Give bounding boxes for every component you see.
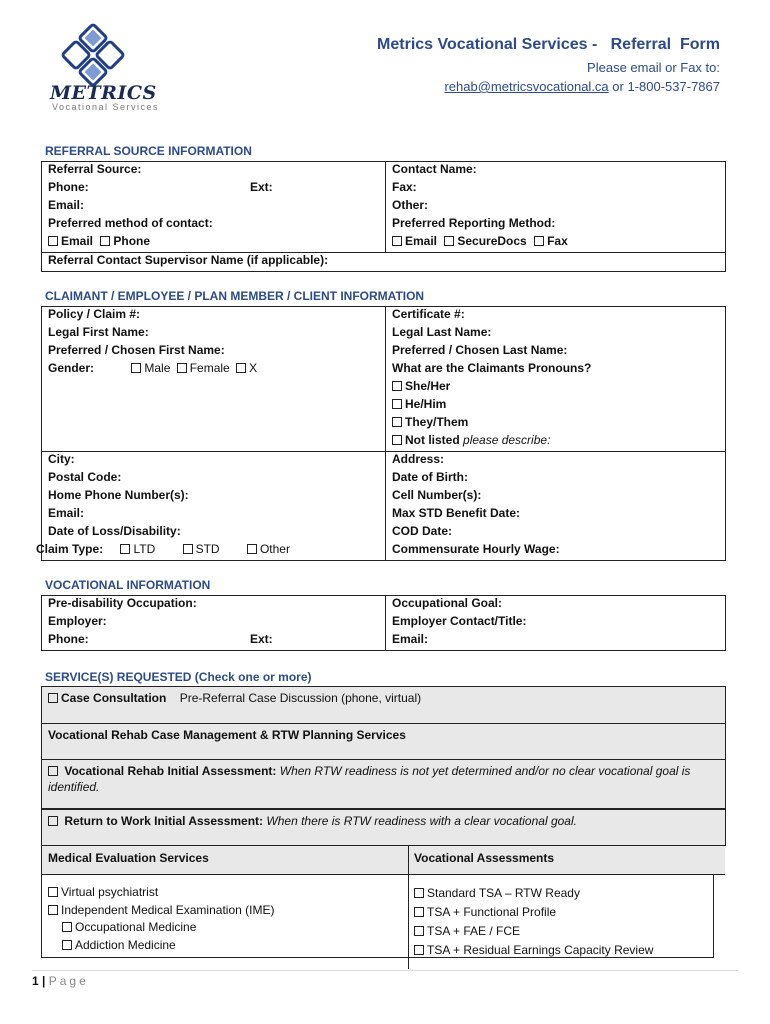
medical-list xyxy=(48,884,274,954)
voc-email-field[interactable]: Email: xyxy=(386,632,726,651)
gender-male-checkbox[interactable] xyxy=(131,363,141,373)
page-label: Page xyxy=(48,974,89,988)
claim-std-checkbox[interactable] xyxy=(183,544,193,554)
claim-ltd-label: LTD xyxy=(133,542,156,556)
pronoun-they-checkbox[interactable] xyxy=(392,417,402,427)
pronoun-she-checkbox[interactable] xyxy=(392,381,402,391)
certificate-field[interactable]: Certificate #: xyxy=(386,307,726,326)
cod-field[interactable]: COD Date: xyxy=(386,524,726,542)
contact-email-checkbox[interactable] xyxy=(48,236,58,246)
vocational-assessments-header: Vocational Assessments xyxy=(414,851,555,865)
vr-initial-desc: When RTW readiness is not yet determined and/or no clear vocational goal is identified. xyxy=(48,764,691,794)
rtw-initial-desc: When there is RTW readiness with a clear vocational goal. xyxy=(266,814,577,828)
voc-phone-field[interactable]: Phone: Ext: xyxy=(42,632,386,651)
gender-label: Gender: xyxy=(48,361,95,375)
voc-assess-item: TSA + Residual Earnings Capacity Review xyxy=(414,941,653,960)
report-fax-checkbox[interactable] xyxy=(534,236,544,246)
phone-number: 1-800-537-7867 xyxy=(627,79,720,94)
voc-assess-item: TSA + FAE / FCE xyxy=(414,922,653,941)
footer-divider xyxy=(32,970,738,971)
vr-initial-label: Vocational Rehab Initial Assessment: xyxy=(64,764,277,778)
pre-occupation-field[interactable]: Pre-disability Occupation: xyxy=(42,596,386,615)
legal-first-field[interactable]: Legal First Name: xyxy=(42,325,386,343)
section-title-vocational: VOCATIONAL INFORMATION xyxy=(45,578,211,592)
phone-field[interactable]: Phone: Ext: xyxy=(42,180,386,198)
vr-initial-row xyxy=(41,759,726,809)
services-block xyxy=(41,686,726,956)
contact-phone-label: Phone xyxy=(113,234,151,248)
medical-item: Independent Medical Examination (IME) xyxy=(48,902,274,920)
case-consult-desc: Pre-Referral Case Discussion (phone, virtual) xyxy=(179,691,422,705)
pronoun-notlisted-label: Not listed xyxy=(405,433,460,447)
claimant-table xyxy=(36,306,726,561)
vocational-assess-list xyxy=(414,884,653,960)
dob-field[interactable]: Date of Birth: xyxy=(386,470,726,488)
gender-female-label: Female xyxy=(189,361,230,375)
claim-type-label: Claim Type: xyxy=(36,542,104,556)
gender-x-label: X xyxy=(249,361,258,375)
gender-x-checkbox[interactable] xyxy=(236,363,246,373)
pronoun-they-label: They/Them xyxy=(405,415,469,429)
form-subtitle: Please email or Fax to: xyxy=(587,60,720,75)
report-fax-label: Fax xyxy=(547,234,568,248)
claim-std-label: STD xyxy=(195,542,220,556)
other-field[interactable]: Other: xyxy=(386,198,726,216)
legal-last-field[interactable]: Legal Last Name: xyxy=(386,325,726,343)
logo-subtitle: Vocational Services xyxy=(52,102,160,112)
cell-field[interactable]: Cell Number(s): xyxy=(386,488,726,506)
fax-field[interactable]: Fax: xyxy=(386,180,726,198)
page-footer xyxy=(32,974,89,988)
home-phone-field[interactable]: Home Phone Number(s): xyxy=(42,488,386,506)
report-email-checkbox[interactable] xyxy=(392,236,402,246)
contact-name-field[interactable]: Contact Name: xyxy=(386,162,726,181)
vr-initial-checkbox[interactable] xyxy=(48,766,58,776)
page-number: 1 xyxy=(32,974,39,988)
claimant-email-field[interactable]: Email: xyxy=(42,506,386,524)
voc-assess-item: Standard TSA – RTW Ready xyxy=(414,884,653,903)
or-text: or xyxy=(608,79,628,94)
voc-assess-checkbox[interactable] xyxy=(414,907,424,917)
pref-first-field[interactable]: Preferred / Chosen First Name: xyxy=(42,343,386,361)
vr-header-row xyxy=(41,723,726,760)
medical-services-header: Medical Evaluation Services xyxy=(48,851,209,865)
pronoun-describe-label: please describe: xyxy=(463,433,551,447)
logo-wordmark: METRICS xyxy=(50,82,157,104)
case-consultation-row xyxy=(41,686,726,724)
gender-male-label: Male xyxy=(144,361,171,375)
employer-contact-field[interactable]: Employer Contact/Title: xyxy=(386,614,726,632)
pronoun-he-checkbox[interactable] xyxy=(392,399,402,409)
referral-table xyxy=(41,161,726,272)
employer-field[interactable]: Employer: xyxy=(42,614,386,632)
rtw-initial-label: Return to Work Initial Assessment: xyxy=(64,814,264,828)
medical-checkbox[interactable] xyxy=(48,887,58,897)
email-field[interactable]: Email: xyxy=(42,198,386,216)
preferred-reporting-label: Preferred Reporting Method: xyxy=(386,216,726,234)
claim-other-checkbox[interactable] xyxy=(247,544,257,554)
claim-other-label: Other xyxy=(259,542,290,556)
report-securedocs-label: SecureDocs xyxy=(457,234,527,248)
section-title-referral: REFERRAL SOURCE INFORMATION xyxy=(45,144,252,158)
pronoun-she-label: She/Her xyxy=(405,379,451,393)
form-title: Metrics Vocational Services - Referral Form xyxy=(377,36,720,53)
occupational-goal-field[interactable]: Occupational Goal: xyxy=(386,596,726,615)
address-field[interactable]: Address: xyxy=(386,452,726,471)
page-separator: | xyxy=(38,974,49,988)
pronoun-he-label: He/Him xyxy=(405,397,447,411)
case-consult-label: Case Consultation xyxy=(61,691,167,705)
vr-header-label: Vocational Rehab Case Management & RTW Planning Services xyxy=(48,728,406,742)
medical-item: Occupational Medicine xyxy=(48,919,274,937)
date-loss-field[interactable]: Date of Loss/Disability: xyxy=(42,524,386,542)
medical-checkbox[interactable] xyxy=(62,940,72,950)
report-securedocs-checkbox[interactable] xyxy=(444,236,454,246)
policy-field[interactable]: Policy / Claim #: xyxy=(42,307,386,326)
medical-item: Addiction Medicine xyxy=(48,937,274,955)
case-consult-checkbox[interactable] xyxy=(48,693,58,703)
max-std-field[interactable]: Max STD Benefit Date: xyxy=(386,506,726,524)
pref-last-field[interactable]: Preferred / Chosen Last Name: xyxy=(386,343,726,361)
medical-checkbox[interactable] xyxy=(48,905,58,915)
preferred-contact-label: Preferred method of contact: xyxy=(42,216,386,234)
city-field[interactable]: City: xyxy=(42,452,386,471)
rtw-initial-row xyxy=(41,809,726,846)
pronouns-question: What are the Claimants Pronouns? xyxy=(386,361,726,379)
contact-line xyxy=(444,79,720,94)
report-email-label: Email xyxy=(405,234,438,248)
claim-ltd-checkbox[interactable] xyxy=(120,544,130,554)
pronoun-notlisted-checkbox[interactable] xyxy=(392,435,402,445)
vocational-table xyxy=(41,595,726,651)
contact-phone-checkbox[interactable] xyxy=(100,236,110,246)
medical-item: Virtual psychiatrist xyxy=(48,884,274,902)
referral-source-field[interactable]: Referral Source: xyxy=(42,162,386,181)
postal-field[interactable]: Postal Code: xyxy=(42,470,386,488)
contact-email-label: Email xyxy=(61,234,94,248)
assessment-grid xyxy=(41,845,714,958)
supervisor-field[interactable]: Referral Contact Supervisor Name (if applicable): xyxy=(42,253,726,272)
medical-checkbox[interactable] xyxy=(62,922,72,932)
gender-female-checkbox[interactable] xyxy=(177,363,187,373)
wage-field[interactable]: Commensurate Hourly Wage: xyxy=(386,542,726,561)
rtw-initial-checkbox[interactable] xyxy=(48,816,58,826)
voc-assess-checkbox[interactable] xyxy=(414,888,424,898)
voc-assess-checkbox[interactable] xyxy=(414,945,424,955)
voc-assess-item: TSA + Functional Profile xyxy=(414,903,653,922)
section-title-claimant: CLAIMANT / EMPLOYEE / PLAN MEMBER / CLIENT INFORMATION xyxy=(45,289,425,303)
section-title-services: SERVICE(S) REQUESTED (Check one or more) xyxy=(45,670,312,684)
email-link[interactable]: rehab@metricsvocational.ca xyxy=(444,79,609,94)
voc-assess-checkbox[interactable] xyxy=(414,926,424,936)
